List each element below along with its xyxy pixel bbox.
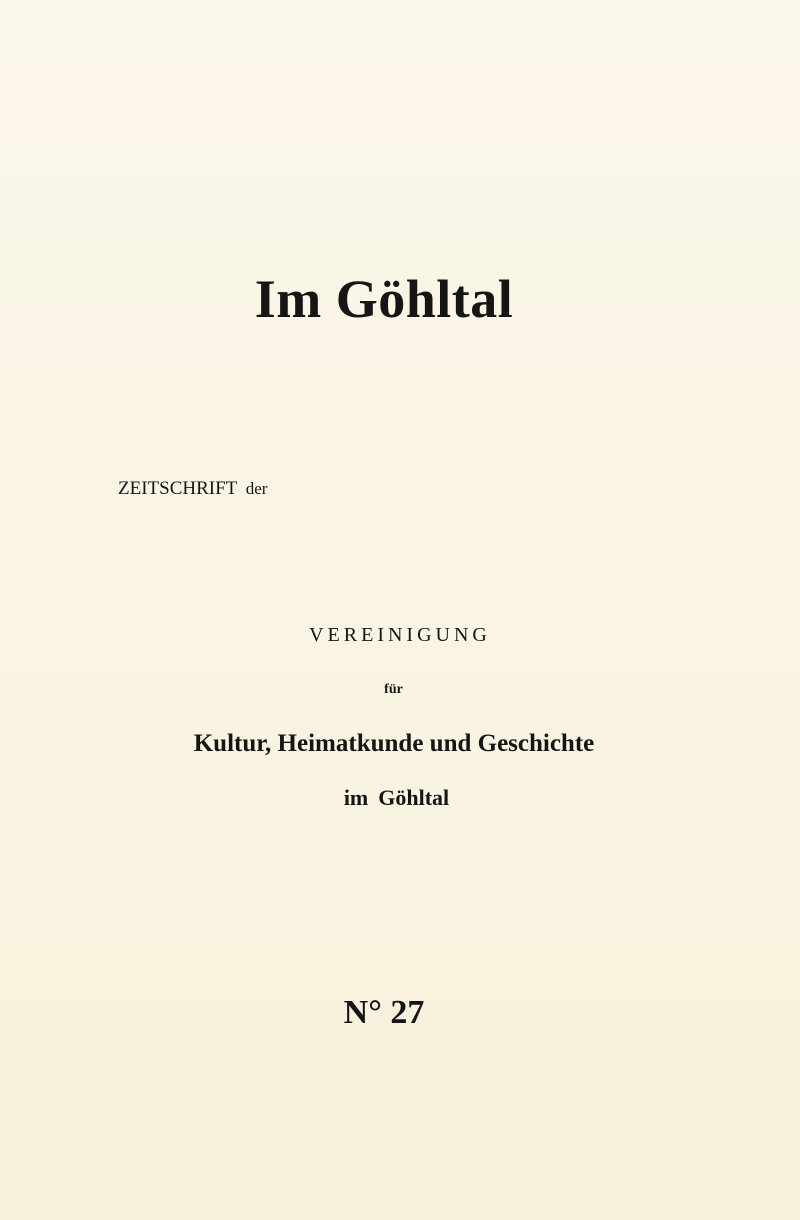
fuer-label: für (384, 682, 403, 697)
issue-number: N° 27 (343, 994, 425, 1031)
zeitschrift-label: ZEITSCHRIFT (118, 478, 237, 499)
goehltal-label: Göhltal (378, 785, 450, 810)
association-subtitle: Kultur, Heimatkunde und Geschichte (193, 730, 595, 757)
zeitschrift-line (118, 478, 267, 500)
im-label: im (343, 785, 369, 810)
vereinigung-label: VEREINIGUNG (309, 624, 491, 646)
journal-title: Im Göhltal (254, 269, 514, 329)
der-label: der (245, 479, 268, 498)
im-goehltal-line (0, 785, 793, 811)
